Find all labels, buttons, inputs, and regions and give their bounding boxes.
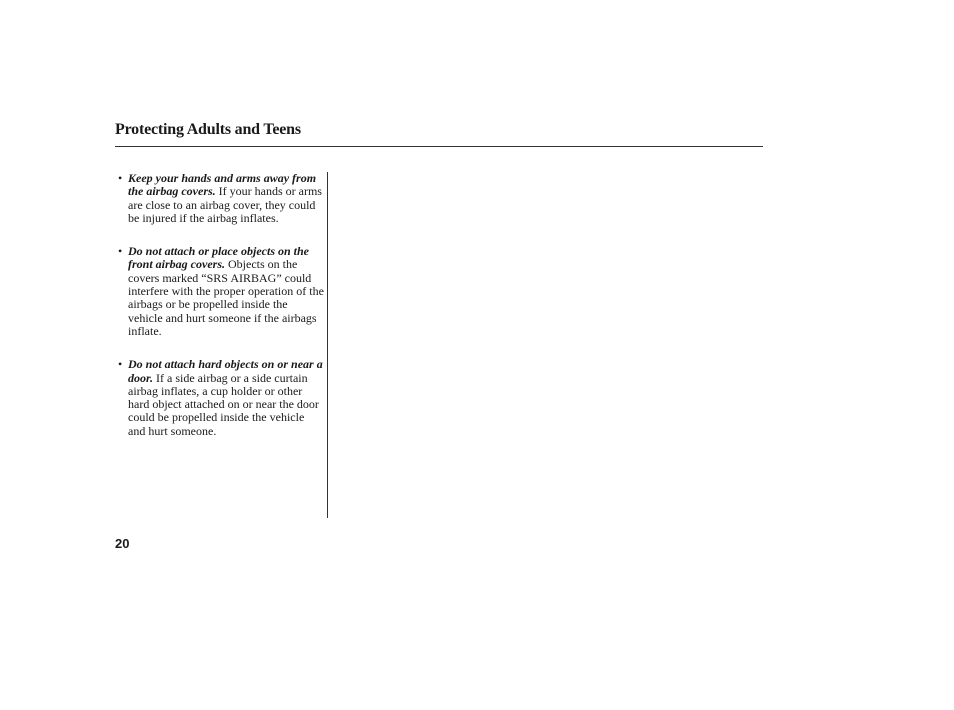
- bullet-text: If your hands or arms are close to an airbag cover, they could be injured if the airbag inflates.: [128, 184, 322, 225]
- bullet-icon: •: [118, 357, 123, 372]
- list-item: [118, 358, 324, 438]
- bullet-icon: •: [118, 171, 123, 185]
- bullet-list: [118, 172, 324, 458]
- list-item: [118, 172, 324, 225]
- title-divider: [115, 146, 763, 147]
- bullet-lead: Do not attach hard objects on or near a door.: [128, 357, 323, 385]
- column-divider: [327, 172, 328, 518]
- bullet-lead: Keep your hands and arms away from the airbag covers.: [128, 171, 317, 199]
- bullet-text: If a side airbag or a side curtain airbag inflates, a cup holder or other hard object attached on or near the door could be propelled inside the vehicle and hurt someone.: [128, 370, 319, 438]
- page-title: Protecting Adults and Teens: [115, 121, 301, 138]
- bullet-icon: •: [118, 244, 123, 259]
- bullet-text: Objects on the covers marked “SRS AIRBAG” could interfere with the proper operation of the airbags or be propelled inside the vehicle and hurt someone if the airbags inflate.: [128, 257, 324, 338]
- page-number: 20: [115, 536, 130, 551]
- bullet-lead: Do not attach or place objects on the front airbag covers.: [128, 244, 309, 272]
- list-item: [118, 245, 324, 338]
